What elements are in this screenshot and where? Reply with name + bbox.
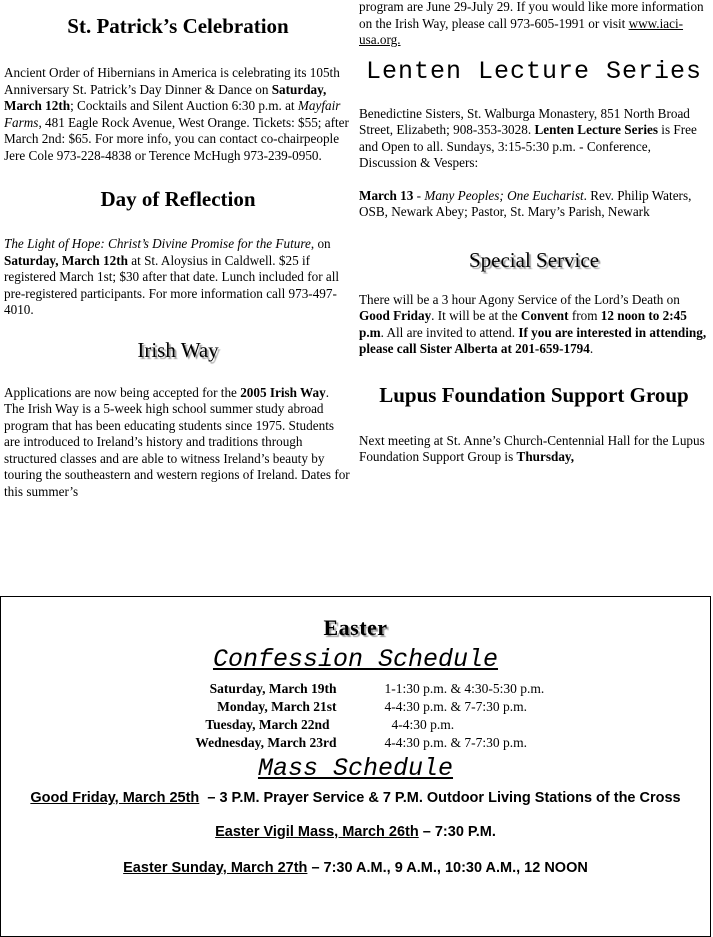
- reflection-body: The Light of Hope: Christ’s Divine Promise for the Future, on Saturday, March 12th at St. Aloysius in Caldwell. $25 if registered March 1st; $30 after that date. Lunch included for all pre-registered participants. For more information call 973-497-4010.: [4, 236, 340, 317]
- irish-way-continued: program are June 29-July 29. If you would like more information on the Irish Way, please call 973-605-1991 or visit www.iaci-usa.org.: [359, 0, 704, 47]
- mass-item-easter-sunday: Easter Sunday, March 27th – 7:30 A.M., 9 A.M., 10:30 A.M., 12 NOON: [123, 860, 588, 876]
- confession-row: [1, 698, 710, 716]
- left-column: [4, 0, 352, 500]
- confession-day: Tuesday, March 22nd: [205, 717, 330, 732]
- right-column: [359, 0, 709, 466]
- lupus-heading: Lupus Foundation Support Group: [379, 382, 689, 407]
- confession-time: 4-4:30 p.m.: [391, 717, 455, 732]
- irish-way-body: Applications are now being accepted for the 2005 Irish Way. The Irish Way is a 5-week high school summer study abroad program that has been educating students since 1975. Students are introduced to Ireland’s history and traditions through structured classes and are able to witness Ireland’s beauty by touring the southeastern and western regions of Ireland. Dates for this summer’s: [4, 384, 350, 499]
- easter-box: [0, 596, 711, 937]
- mass-schedule-title: Mass Schedule: [257, 754, 454, 783]
- special-service-body: There will be a 3 hour Agony Service of the Lord’s Death on Good Friday. It will be at the Convent from 12 noon to 2:45 p.m. All are invited to attend. If you are interested in attending, please call Sister Alberta at 201-659-1794.: [359, 291, 707, 356]
- easter-title: Easter: [323, 615, 388, 640]
- confession-row: [1, 716, 710, 734]
- iaci-link[interactable]: www.iaci-usa.org.: [359, 15, 684, 47]
- lenten-heading: Lenten Lecture Series: [365, 56, 703, 86]
- confession-day: Wednesday, March 23rd: [195, 735, 337, 750]
- confession-time: 1-1:30 p.m. & 4:30-5:30 p.m.: [384, 681, 545, 696]
- lenten-body: Benedictine Sisters, St. Walburga Monastery, 851 North Broad Street, Elizabeth; 908-353-3028. Lenten Lecture Series is Free and Open to all. Sundays, 3:15-5:30 p.m. - Conference, Discussion & Vespers:: [359, 105, 697, 170]
- reflection-heading: Day of Reflection: [100, 187, 256, 211]
- lenten-march13: March 13 - Many Peoples; One Eucharist. Rev. Philip Waters, OSB, Newark Abey; Pastor, St. Mary’s Parish, Newark: [359, 187, 692, 219]
- confession-day: Saturday, March 19th: [209, 681, 337, 696]
- confession-time: 4-4:30 p.m. & 7-7:30 p.m.: [384, 735, 527, 750]
- confession-row: [1, 680, 710, 698]
- mass-item-easter-vigil: Easter Vigil Mass, March 26th – 7:30 P.M.: [215, 824, 496, 840]
- st-patrick-heading: St. Patrick’s Celebration: [67, 14, 289, 38]
- lupus-body: Next meeting at St. Anne’s Church-Centennial Hall for the Lupus Foundation Support Group is Thursday,: [359, 432, 705, 464]
- irish-way-heading: Irish Way: [137, 337, 219, 362]
- special-service-heading: Special Service: [468, 247, 600, 272]
- confession-day: Monday, March 21st: [217, 699, 337, 714]
- confession-row: [1, 734, 710, 752]
- confession-schedule: [1, 680, 710, 752]
- st-patrick-body: Ancient Order of Hibernians in America is celebrating its 105th Anniversary St. Patrick’s Day Dinner & Dance on Saturday, March 12th; Cocktails and Silent Auction 6:30 p.m. at Mayfair Farms, 481 Eagle Rock Avenue, West Orange. Tickets: $55; after March 2nd: $65. For more info, you can contact co-chairpeople Jere Cole 973-228-4838 or Terence McHugh 973-239-0950.: [4, 65, 349, 163]
- confession-schedule-title: Confession Schedule: [212, 645, 499, 674]
- mass-item-good-friday: Good Friday, March 25th – 3 P.M. Prayer Service & 7 P.M. Outdoor Living Stations of the Cross: [30, 790, 681, 806]
- confession-time: 4-4:30 p.m. & 7-7:30 p.m.: [384, 699, 527, 714]
